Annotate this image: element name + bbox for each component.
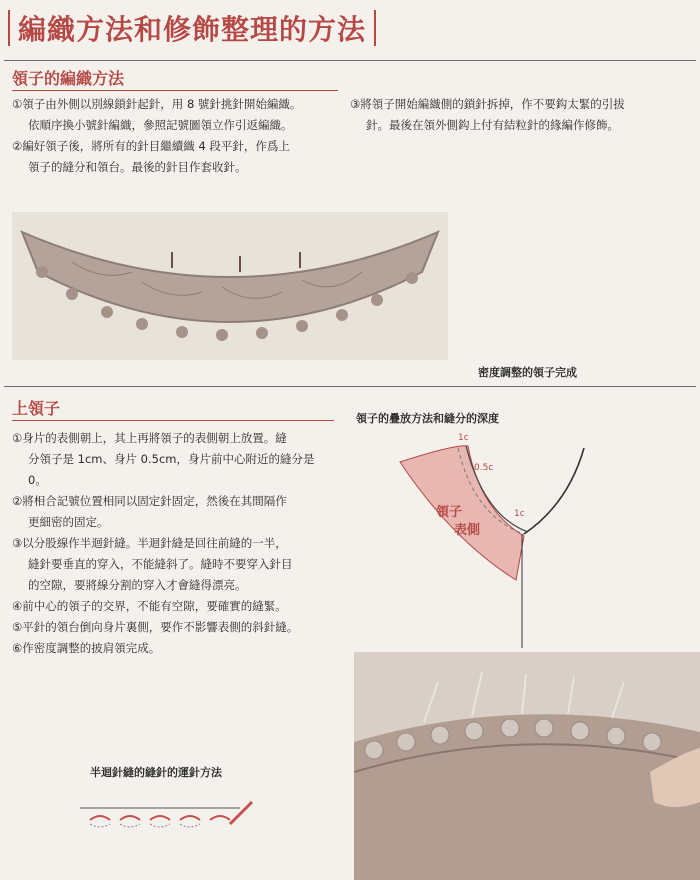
step-text: 的空隙，要將線分割的穿入才會縫得漂亮。	[28, 578, 247, 592]
title-rule	[4, 60, 696, 61]
step-text: ①領子由外側以別線鎖針起針，用 8 號針挑針開始編織。	[12, 97, 302, 111]
section-underline	[12, 420, 334, 421]
half-backstitch-diagram	[80, 766, 260, 850]
diagram-title: 領子的疊放方法和縫分的深度	[356, 412, 499, 425]
label-collar: 領子	[436, 505, 463, 520]
step-text: ②將相合記號位置相同以固定針固定，然後在其間隔作	[12, 494, 287, 508]
step-text: ③將領子開始編織側的鎖針拆掉，作不要鈎太緊的引拔	[350, 97, 625, 111]
collar-steps-right	[350, 94, 690, 136]
step-text: 針。最後在領外側鈎上付有結粒針的緣編作修飾。	[366, 118, 619, 132]
label-seam-body: 0.5c	[474, 463, 494, 473]
label-face-side: 表側	[454, 523, 481, 538]
section-heading-collar-knitting: 領子的編織方法	[12, 69, 125, 88]
attach-steps	[12, 428, 352, 659]
collar-photo	[12, 212, 448, 360]
section-heading-attach-collar: 上領子	[12, 399, 61, 418]
step-text: 縫針要垂直的穿入，不能縫斜了。縫時不要穿入針目	[28, 557, 293, 571]
step-text: ①身片的表側朝上，其上再將領子的表側朝上放置。縫	[12, 431, 287, 445]
step-text: 分領子是 1cm、身片 0.5cm，身片前中心附近的縫分是	[28, 452, 315, 466]
collar-photo-caption: 密度調整的領子完成	[478, 366, 577, 379]
page-title: 編織方法和修飾整理的方法	[4, 6, 376, 50]
step-text: 領子的縫分和領台。最後的針目作套收針。	[28, 160, 247, 174]
step-text: ②編好領子後，將所有的針目繼續織 4 段平針，作爲上	[12, 139, 290, 153]
section-underline	[12, 90, 338, 91]
stitch-caption: 半迴針縫的縫針的運針方法	[90, 766, 222, 779]
label-seam-end: 1c	[514, 509, 525, 519]
step-text: ④前中心的領子的交界，不能有空隙，要確實的縫緊。	[12, 599, 287, 613]
collar-overlap-diagram	[396, 430, 586, 650]
step-text: 0。	[28, 473, 47, 487]
sewing-photo	[354, 652, 700, 880]
label-seam-collar: 1c	[458, 433, 469, 443]
step-text: ⑥作密度調整的披肩領完成。	[12, 641, 161, 655]
step-text: ⑤平針的領台倒向身片裏側，要作不影響表側的斜針縫。	[12, 620, 299, 634]
step-text: 依順序換小號針編織，參照記號圖領立作引返編織。	[28, 118, 293, 132]
step-text: ③以分股線作半迴針縫。半迴針縫是回往前縫的一半，	[12, 536, 287, 550]
collar-steps-left	[12, 94, 342, 178]
section-rule	[4, 386, 696, 387]
step-text: 更細密的固定。	[28, 515, 109, 529]
